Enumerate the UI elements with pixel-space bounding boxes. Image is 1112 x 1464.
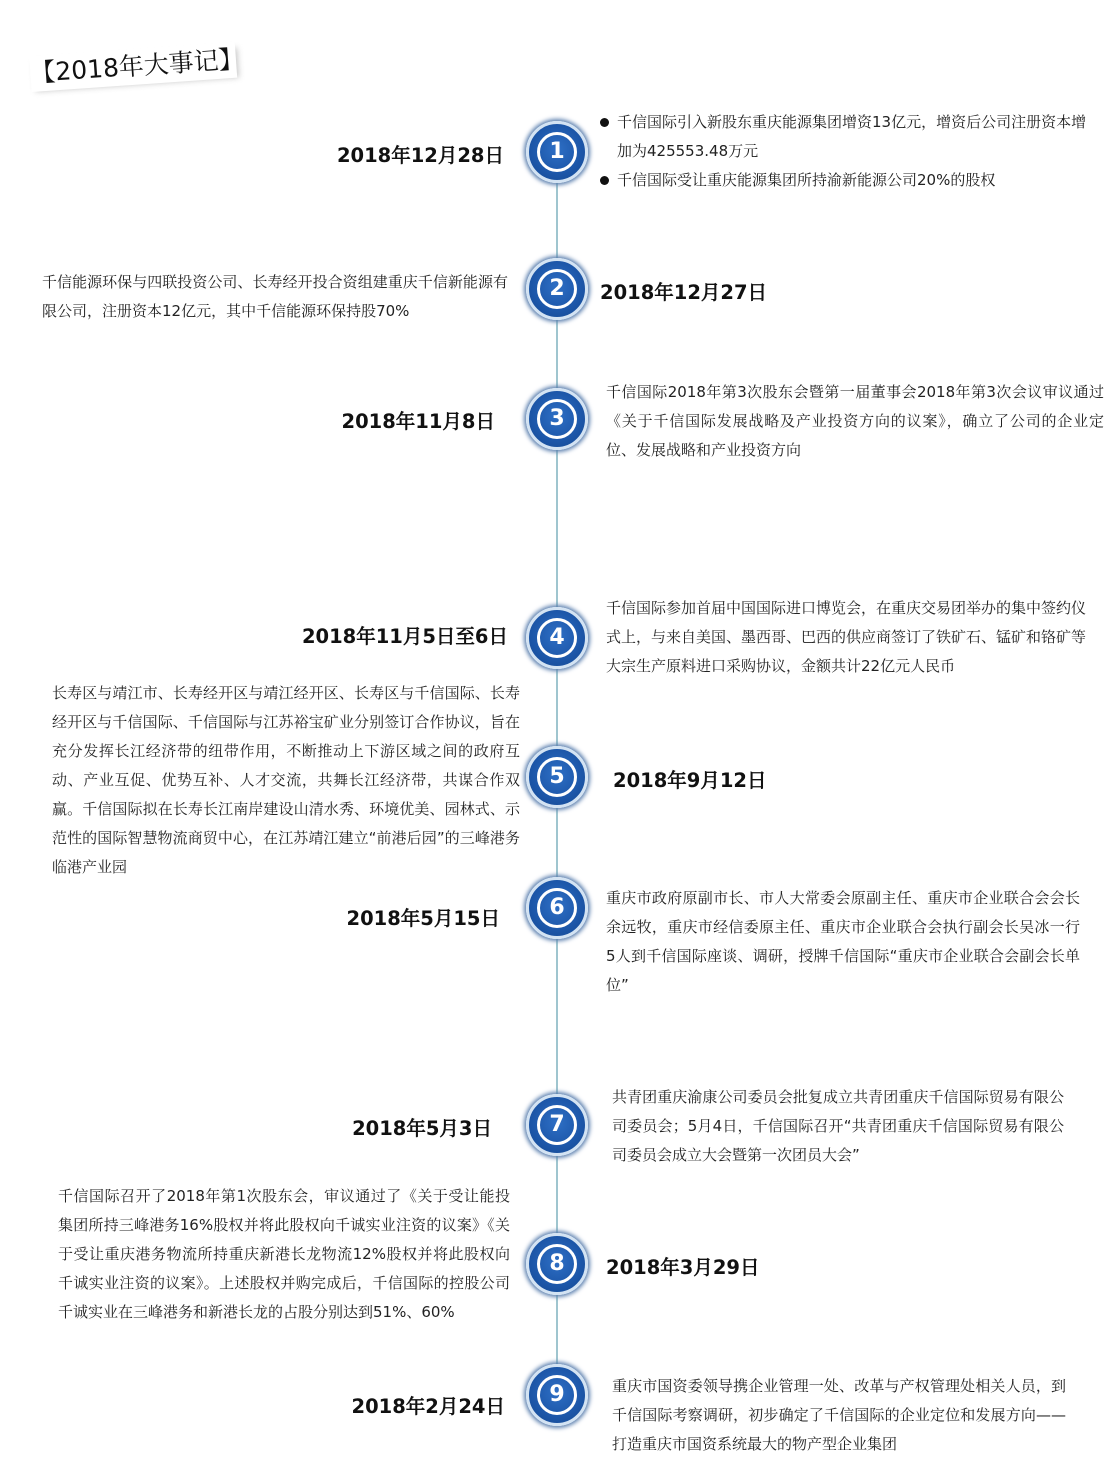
timeline-node-7 bbox=[526, 1094, 588, 1156]
event-text-6: 重庆市政府原副市长、市人大常委会原副主任、重庆市企业联合会会长余远牧，重庆市经信委原主任、重庆市企业联合会执行副会长吴冰一行5人到千信国际座谈、调研，授牌千信国际“重庆市企业联合会副会长单位” bbox=[606, 889, 1080, 994]
event-date-8: 2018年3月29日 bbox=[606, 1256, 760, 1279]
node-number: 2 bbox=[537, 269, 577, 309]
event-date-5: 2018年9月12日 bbox=[613, 769, 767, 792]
event-date-1: 2018年12月28日 bbox=[336, 144, 504, 167]
event-text-4: 千信国际参加首届中国国际进口博览会，在重庆交易团举办的集中签约仪式上，与来自美国、墨西哥、巴西的供应商签订了铁矿石、锰矿和铬矿等大宗生产原料进口采购协议，金额共计22亿元人民币 bbox=[606, 599, 1087, 675]
event-text-3: 千信国际2018年第3次股东会暨第一届董事会2018年第3次会议审议通过《关于千信国际发展战略及产业投资方向的议案》，确立了公司的企业定位、发展战略和产业投资方向 bbox=[606, 383, 1104, 459]
event-date-7: 2018年5月3日 bbox=[352, 1117, 492, 1140]
event-text-9: 重庆市国资委领导携企业管理一处、改革与产权管理处相关人员，到千信国际考察调研，初步确定了千信国际的企业定位和发展方向——打造重庆市国资系统最大的物产型企业集团 bbox=[612, 1377, 1066, 1453]
node-number: 8 bbox=[537, 1244, 577, 1284]
timeline-node-2 bbox=[526, 258, 588, 320]
event-bullet: 千信国际引入新股东重庆能源集团增资13亿元，增资后公司注册资本增加为425553.48万元 bbox=[600, 108, 1100, 166]
node-number: 1 bbox=[537, 132, 577, 172]
event-text-5: 长寿区与靖江市、长寿经开区与靖江经开区、长寿区与千信国际、长寿经开区与千信国际、千信国际与江苏裕宝矿业分别签订合作协议，旨在充分发挥长江经济带的纽带作用，不断推动上下游区域之间的政府互动、产业互促、优势互补、人才交流，共舞长江经济带，共谋合作双赢。千信国际拟在长寿长江南岸建设山清水秀、环境优美、园林式、示范性的国际智慧物流商贸中心，在江苏靖江建立“前港后园”的三峰港务临港产业园 bbox=[52, 684, 520, 876]
event-bullet: 千信国际受让重庆能源集团所持渝新能源公司20%的股权 bbox=[600, 166, 1100, 195]
page-title-badge bbox=[29, 41, 245, 96]
event-text-2: 千信能源环保与四联投资公司、长寿经开投合资组建重庆千信新能源有限公司，注册资本12亿元，其中千信能源环保持股70% bbox=[42, 273, 508, 320]
event-text-8: 千信国际召开了2018年第1次股东会，审议通过了《关于受让能投集团所持三峰港务16%股权并将此股权向千诚实业注资的议案》《关于受让重庆港务物流所持重庆新港长龙物流12%股权并将此股权向千诚实业注资的议案》。上述股权并购完成后，千信国际的控股公司千诚实业在三峰港务和新港长龙的占股分别达到51%、60% bbox=[58, 1187, 510, 1321]
node-number: 9 bbox=[537, 1375, 577, 1415]
event-date-6: 2018年5月15日 bbox=[346, 907, 500, 930]
timeline-node-3 bbox=[526, 388, 588, 450]
event-date-4: 2018年11月5日至6日 bbox=[301, 625, 508, 648]
event-text-1 bbox=[600, 108, 1100, 195]
event-date-2: 2018年12月27日 bbox=[600, 281, 768, 304]
node-number: 5 bbox=[537, 757, 577, 797]
node-number: 4 bbox=[537, 618, 577, 658]
timeline-node-8 bbox=[526, 1233, 588, 1295]
node-number: 7 bbox=[537, 1105, 577, 1145]
page-title: 【2018年大事记】 bbox=[29, 42, 237, 92]
timeline-node-5 bbox=[526, 746, 588, 808]
event-text-7: 共青团重庆渝康公司委员会批复成立共青团重庆千信国际贸易有限公司委员会；5月4日，千信国际召开“共青团重庆千信国际贸易有限公司委员会成立大会暨第一次团员大会” bbox=[612, 1088, 1064, 1164]
event-date-3: 2018年11月8日 bbox=[341, 410, 495, 433]
timeline-node-9 bbox=[526, 1364, 588, 1426]
timeline-node-6 bbox=[526, 877, 588, 939]
timeline-node-4 bbox=[526, 607, 588, 669]
node-number: 6 bbox=[537, 888, 577, 928]
event-date-9: 2018年2月24日 bbox=[351, 1395, 505, 1418]
node-number: 3 bbox=[537, 399, 577, 439]
timeline-node-1 bbox=[526, 121, 588, 183]
